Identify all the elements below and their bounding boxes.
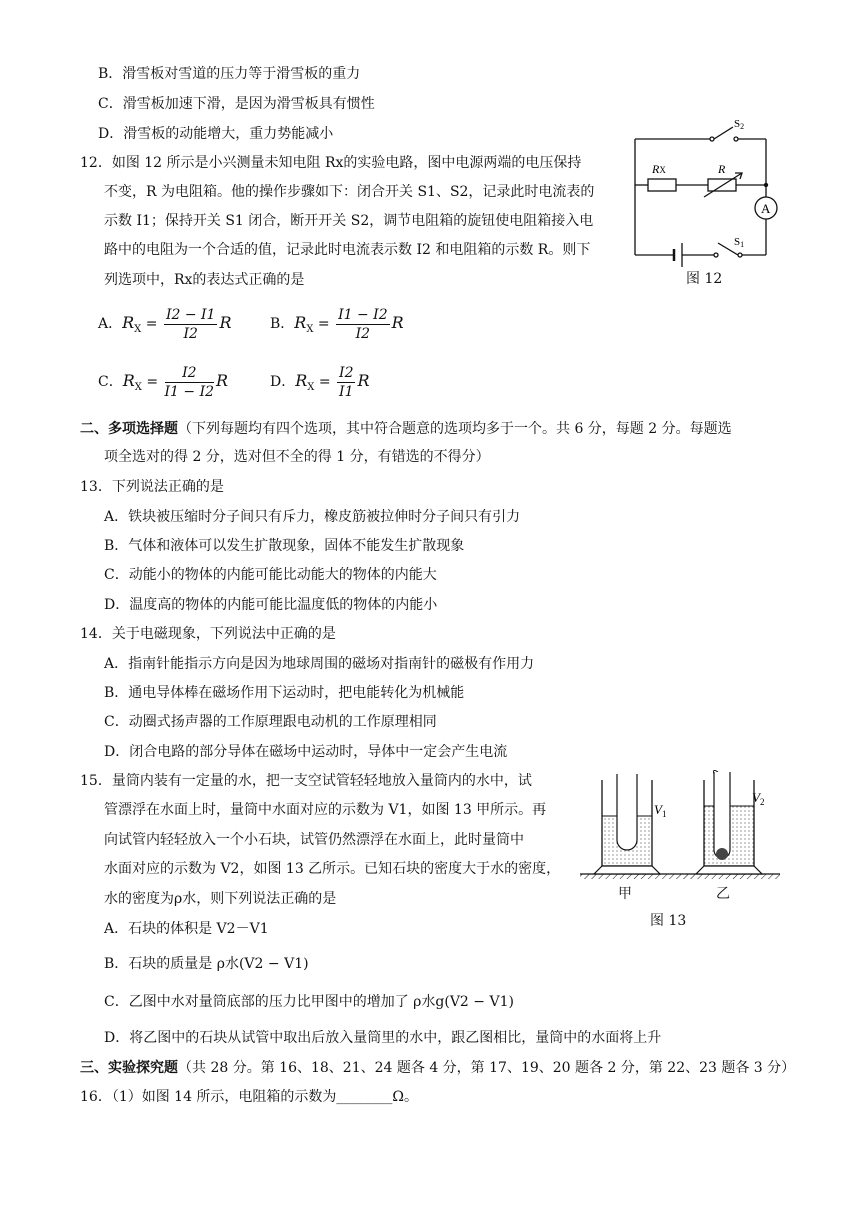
svg-text:V2: $V_2$ <box>752 790 765 807</box>
q15-line-1: 15．量筒内装有一定量的水，把一支空试管轻轻地放入量筒内的水中，试 <box>80 773 532 789</box>
q12-line-4: 路中的电阻为一个合适的值，记录此时电流表示数 I2 和电阻箱的示数 R。则下 <box>104 242 591 258</box>
q12-line-3: 示数 I1；保持开关 S1 闭合，断开开关 S2，调节电阻箱的旋钮使电阻箱接入电 <box>104 213 594 229</box>
q16-text: 16．（1）如图 14 所示，电阻箱的示数为________Ω。 <box>80 1089 419 1105</box>
q15-line-3: 向试管内轻轻放入一个小石块，试管仍然漂浮在水面上，此时量筒中 <box>104 832 524 848</box>
q12-option-c: C．$R_X$ = $\frac{I2}{I1 - I2}$ R <box>98 364 229 400</box>
section-2-desc-1: （下列每题均有四个选项，其中符合题意的选项均多于一个。共 6 分，每题 2 分。每题选 <box>178 421 732 437</box>
svg-text:R: R <box>718 162 726 176</box>
q12-line-2: 不变，R 为电阻箱。他的操作步骤如下：闭合开关 S1、S2，记录此时电流表的 <box>104 184 595 200</box>
section-3-heading <box>80 1058 795 1078</box>
svg-text:RX: RX <box>652 162 666 176</box>
q12-line-5: 列选项中，Rx的表达式正确的是 <box>104 272 305 288</box>
section-2-heading <box>80 419 732 439</box>
q14-option-d: D．闭合电路的部分导体在磁场中运动时，导体中一定会产生电流 <box>104 744 508 760</box>
q15-option-d: D．将乙图中的石块从试管中取出后放入量筒里的水中，跟乙图相比，量筒中的水面将上升 <box>104 1030 662 1046</box>
section-3-desc: （共 28 分。第 16、18、21、24 题各 4 分，第 17、19、20 题各 2 分，第 22、23 题各 3 分） <box>178 1060 796 1076</box>
q12-line-1: 12．如图 12 所示是小兴测量未知电阻 Rx的实验电路，图中电源两端的电压保持 <box>80 155 582 171</box>
section-2-desc-2: 项全选对的得 2 分，选对但不全的得 1 分，有错选的不得分） <box>104 449 490 465</box>
q14-option-a: A．指南针能指示方向是因为地球周围的磁场对指南针的磁极有作用力 <box>104 656 535 672</box>
q13-option-b: B．气体和液体可以发生扩散现象，固体不能发生扩散现象 <box>104 538 465 554</box>
q14-option-c: C．动圈式扬声器的工作原理跟电动机的工作原理相同 <box>104 714 437 730</box>
figure-13-cylinders <box>580 770 780 905</box>
q15-option-a: A．石块的体积是 V2－V1 <box>104 921 269 937</box>
q15-line-5: 水的密度为ρ水，则下列说法正确的是 <box>104 891 337 907</box>
figure-13-caption: 图 13 <box>650 913 687 929</box>
q15-option-c: C．乙图中水对量筒底部的压力比甲图中的增加了 ρ水g(V2 − V1) <box>104 994 514 1010</box>
svg-text:S2: S2 <box>734 118 745 131</box>
figure-12-caption: 图 12 <box>686 271 723 287</box>
svg-text:S1: S1 <box>734 236 745 249</box>
q13-option-a: A．铁块被压缩时分子间只有斥力，橡皮筋被拉伸时分子间只有引力 <box>104 509 521 525</box>
q13-stem: 13．下列说法正确的是 <box>80 479 224 495</box>
figure-13-label-yi: 乙 <box>716 886 730 902</box>
q14-stem: 14．关于电磁现象，下列说法中正确的是 <box>80 626 336 642</box>
q13-option-c: C．动能小的物体的内能可能比动能大的物体的内能大 <box>104 567 437 583</box>
svg-text:A: A <box>761 201 771 216</box>
q11-option-b: B．滑雪板对雪道的压力等于滑雪板的重力 <box>98 66 361 82</box>
q12-option-d: D．$R_X$ = $\frac{I2}{I1}$ R <box>270 364 370 400</box>
figure-12-circuit <box>630 115 780 295</box>
figure-13-label-jia: 甲 <box>618 886 632 902</box>
q11-option-c: C．滑雪板加速下滑，是因为滑雪板具有惯性 <box>98 96 375 112</box>
q11-option-d: D．滑雪板的动能增大，重力势能减小 <box>98 126 334 142</box>
section-2-title: 二、多项选择题 <box>80 421 178 437</box>
q13-option-d: D．温度高的物体的内能可能比温度低的物体的内能小 <box>104 597 438 613</box>
svg-text:V1: $V_1$ <box>654 802 667 819</box>
q12-option-b: B．$R_X$ = $\frac{I1 - I2}{I2}$ R <box>270 306 404 342</box>
q15-option-b: B．石块的质量是 ρ水(V2 − V1) <box>104 956 309 972</box>
q15-line-4: 水面对应的示数为 V2，如图 13 乙所示。已知石块的密度大于水的密度， <box>104 861 561 877</box>
q12-option-a: A．$R_X$ = $\frac{I2 - I1}{I2}$ R <box>98 306 232 342</box>
section-3-title: 三、实验探究题 <box>80 1060 178 1076</box>
q14-option-b: B．通电导体棒在磁场作用下运动时，把电能转化为机械能 <box>104 685 465 701</box>
q15-line-2: 管漂浮在水面上时，量筒中水面对应的示数为 V1，如图 13 甲所示。再 <box>104 802 547 818</box>
